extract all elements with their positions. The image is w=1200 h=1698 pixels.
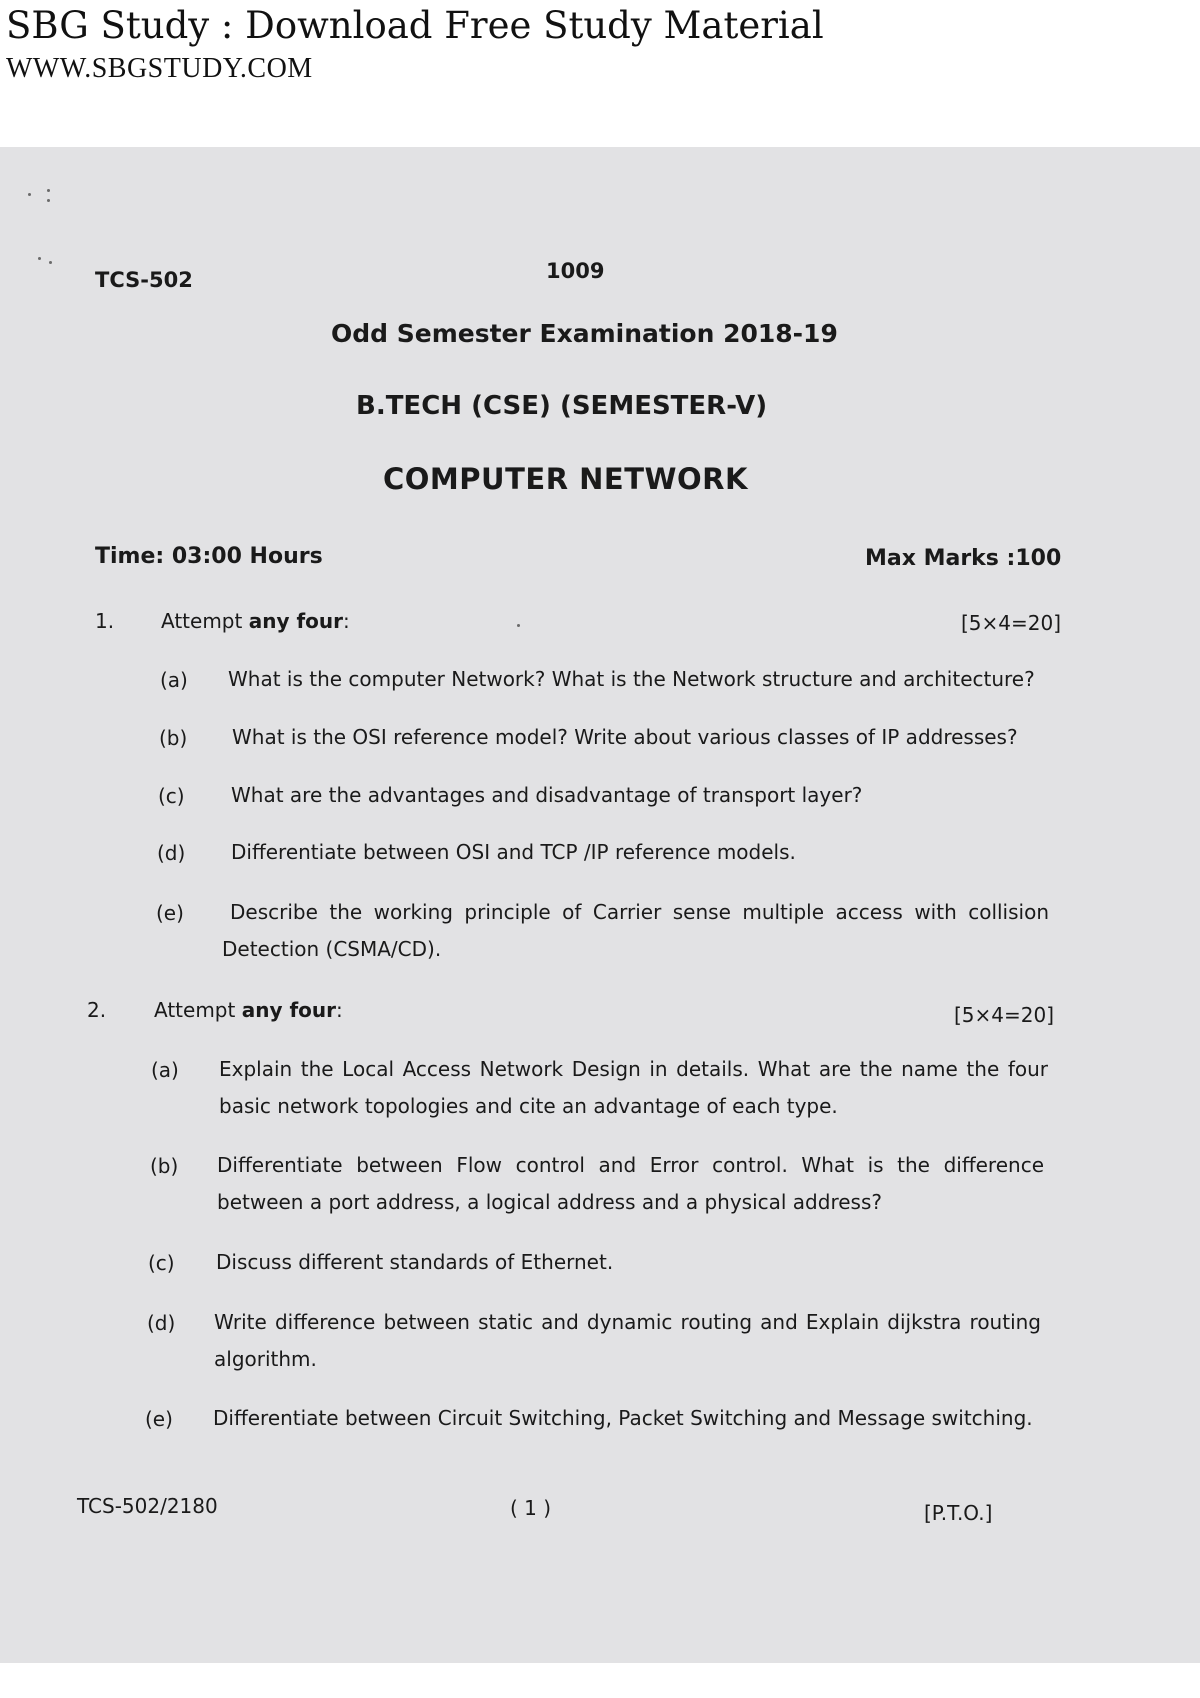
instruction-emphasis: any four xyxy=(248,609,343,633)
sub-question-text: What is the computer Network? What is the Network structure and architecture? xyxy=(228,667,1035,691)
question-number: 1. xyxy=(95,609,115,633)
course-code: TCS-502 xyxy=(95,268,193,292)
footer-code: TCS-502/2180 xyxy=(77,1494,218,1518)
sub-question-label: (b) xyxy=(150,1154,179,1178)
question-marks: [5×4=20] xyxy=(954,1003,1055,1027)
scan-speck xyxy=(28,193,31,196)
question-instruction xyxy=(154,998,343,1022)
site-title: SBG Study : Download Free Study Material xyxy=(6,4,824,47)
exam-time: Time: 03:00 Hours xyxy=(95,544,323,569)
scan-speck xyxy=(38,257,41,260)
site-url: WWW.SBGSTUDY.COM xyxy=(6,53,313,84)
sub-question-text: Discuss different standards of Ethernet. xyxy=(216,1250,614,1274)
sub-question-text: What are the advantages and disadvantage of transport layer? xyxy=(231,783,863,807)
sub-question-label: (d) xyxy=(147,1311,176,1335)
sub-question-text: Differentiate between Flow control and Error control. What is the difference between a port address, a logical address and a physical address? xyxy=(217,1153,1044,1214)
instruction-suffix: : xyxy=(342,609,350,633)
sub-question-text: Differentiate between Circuit Switching, Packet Switching and Message switching. xyxy=(213,1406,1033,1430)
scan-speck xyxy=(49,261,52,264)
question-instruction xyxy=(161,609,350,633)
sub-question-label: (e) xyxy=(145,1407,173,1431)
sub-question-text: Write difference between static and dynamic routing and Explain dijkstra routing algorithm. xyxy=(214,1310,1041,1371)
sub-question-label: (e) xyxy=(156,901,184,925)
pto-note: [P.T.O.] xyxy=(924,1501,993,1525)
sub-question-label: (c) xyxy=(148,1251,175,1275)
sub-question-label: (d) xyxy=(157,841,186,865)
page-number: ( 1 ) xyxy=(510,1496,552,1520)
sub-question-label: (b) xyxy=(159,726,188,750)
sub-question-text: Explain the Local Access Network Design in details. What are the name the four basic network topologies and cite an advantage of each type. xyxy=(219,1057,1048,1118)
instruction-prefix: Attempt xyxy=(154,998,236,1022)
instruction-emphasis: any four xyxy=(241,998,336,1022)
exam-title: Odd Semester Examination 2018-19 xyxy=(331,319,838,348)
scanned-exam-page xyxy=(0,147,1200,1663)
question-number: 2. xyxy=(87,998,107,1022)
instruction-suffix: : xyxy=(335,998,343,1022)
scan-speck xyxy=(47,189,50,192)
sub-question-text: What is the OSI reference model? Write about various classes of IP addresses? xyxy=(232,725,1018,749)
scan-speck xyxy=(47,199,50,202)
instruction-prefix: Attempt xyxy=(161,609,243,633)
program-title: B.TECH (CSE) (SEMESTER-V) xyxy=(356,391,768,421)
sub-question-label: (a) xyxy=(151,1058,179,1082)
sub-question-label: (c) xyxy=(158,784,185,808)
question-marks: [5×4=20] xyxy=(961,611,1062,635)
paper-number: 1009 xyxy=(546,259,605,283)
sub-question-text: Describe the working principle of Carrier sense multiple access with collision Detection (CSMA/CD). xyxy=(222,900,1049,961)
subject-title: COMPUTER NETWORK xyxy=(383,462,748,496)
max-marks: Max Marks :100 xyxy=(865,546,1062,571)
scan-speck xyxy=(517,624,520,627)
sub-question-label: (a) xyxy=(160,668,188,692)
sub-question-text: Differentiate between OSI and TCP /IP reference models. xyxy=(231,840,796,864)
